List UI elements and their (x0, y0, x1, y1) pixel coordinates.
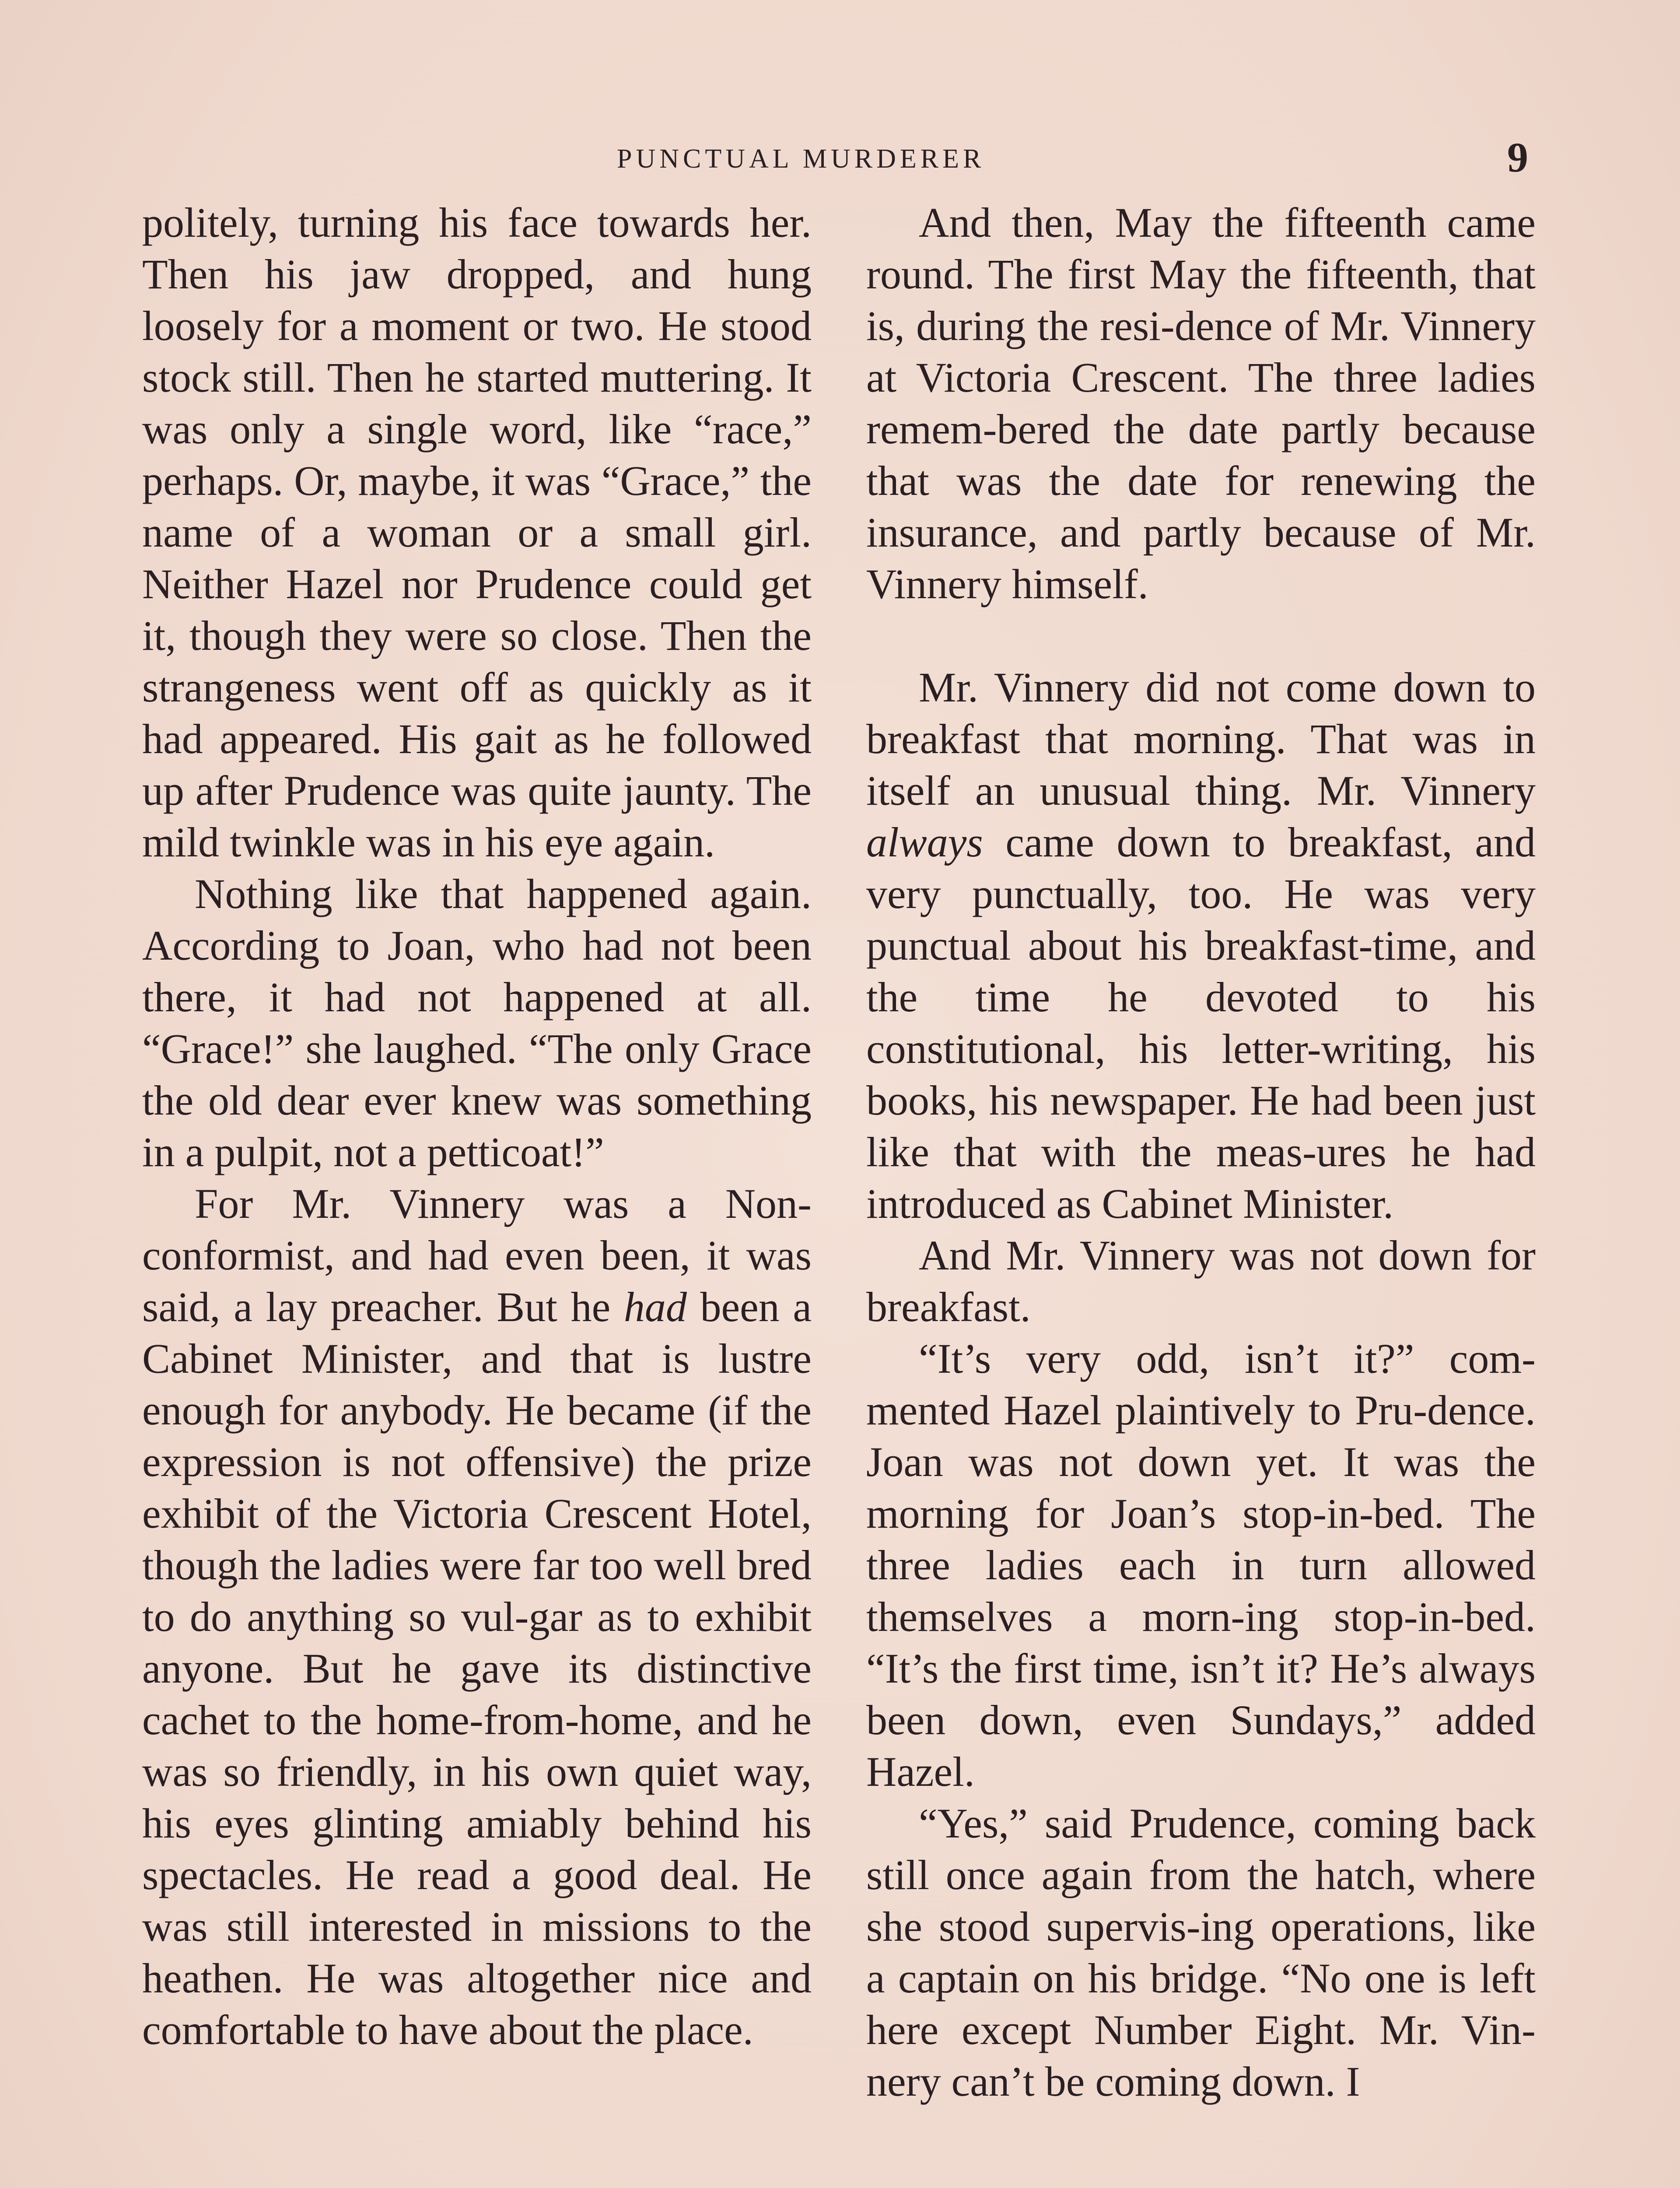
right-paragraph-4: “It’s very odd, isn’t it?” com-mented Hazel plaintively to Pru-dence. Joan was not down yet. It was the morning for Joan’s stop-in-bed. The three ladies each in turn allowed themselves a morn-ing stop-in-bed. “It’s the first time, isn’t it? He’s always been down, even Sundays,” added Hazel. (866, 1335, 1536, 1795)
right-paragraph-5: “Yes,” said Prudence, coming back still once again from the hatch, where she stood supervis-ing operations, like a captain on his bridge. “No one is left here except Number Eight. Mr. Vin-nery can’t be coming down. I (866, 1800, 1536, 2105)
left-paragraph-3 (142, 1178, 812, 2056)
right-paragraph-2-end: came down to breakfast, and very punctually, too. He was very punctual about his breakfast-time, and the time he devoted to his constitutional, his letter-writing, his books, his newspaper. He had been just like that with the meas-ures he had introduced as Cabinet Minister. (866, 819, 1536, 1227)
running-title: PUNCTUAL MURDERER (617, 144, 985, 174)
left-paragraph-3-italic: had (623, 1283, 687, 1330)
right-paragraph-2 (866, 662, 1536, 1230)
left-paragraph-1: politely, turning his face towards her. Then his jaw dropped, and hung loosely for a moment or two. He stood stock still. Then he started muttering. It was only a single word, like “race,” perhaps. Or, maybe, it was “Grace,” the name of a woman or a small girl. Neither Hazel nor Prudence could get it, though they were so close. Then the strangeness went off as quickly as it had appeared. His gait as he followed up after Prudence was quite jaunty. The mild twinkle was in his eye again. (142, 199, 812, 866)
left-column (142, 197, 812, 2056)
running-head (0, 134, 1680, 181)
right-paragraph-1: And then, May the fifteenth came round. The first May the fifteenth, that is, during the resi-dence of Mr. Vinnery at Victoria Crescent. The three ladies remem-bered the date partly because that was the date for renewing the insurance, and partly because of Mr. Vinnery himself. (866, 199, 1536, 607)
page-number: 9 (1507, 134, 1528, 181)
right-column (866, 197, 1536, 2107)
right-paragraph-2-start: Mr. Vinnery did not come down to breakfast that morning. That was in itself an unusual thing. Mr. Vinnery (866, 664, 1536, 814)
left-paragraph-3-end: been a Cabinet Minister, and that is lustre enough for anybody. He became (if the expression is not offensive) the prize exhibit of the Victoria Crescent Hotel, though the ladies were far too well bred to do anything so vul-gar as to exhibit anyone. But he gave its distinctive cachet to the home-from-home, and he was so friendly, in his own quiet way, his eyes glinting amiably behind his spectacles. He read a good deal. He was still interested in missions to the heathen. He was altogether nice and comfortable to have about the place. (142, 1283, 812, 2053)
left-paragraph-3-start: For Mr. Vinnery was a Non-conformist, and had even been, it was said, a lay preacher. But he (142, 1180, 812, 1330)
left-paragraph-2: Nothing like that happened again. According to Joan, who had not been there, it had not happened at all. “Grace!” she laughed. “The only Grace the old dear ever knew was something in a pulpit, not a petticoat!” (142, 870, 812, 1175)
right-paragraph-3: And Mr. Vinnery was not down for breakfast. (866, 1232, 1536, 1330)
right-paragraph-2-italic: always (866, 819, 983, 866)
